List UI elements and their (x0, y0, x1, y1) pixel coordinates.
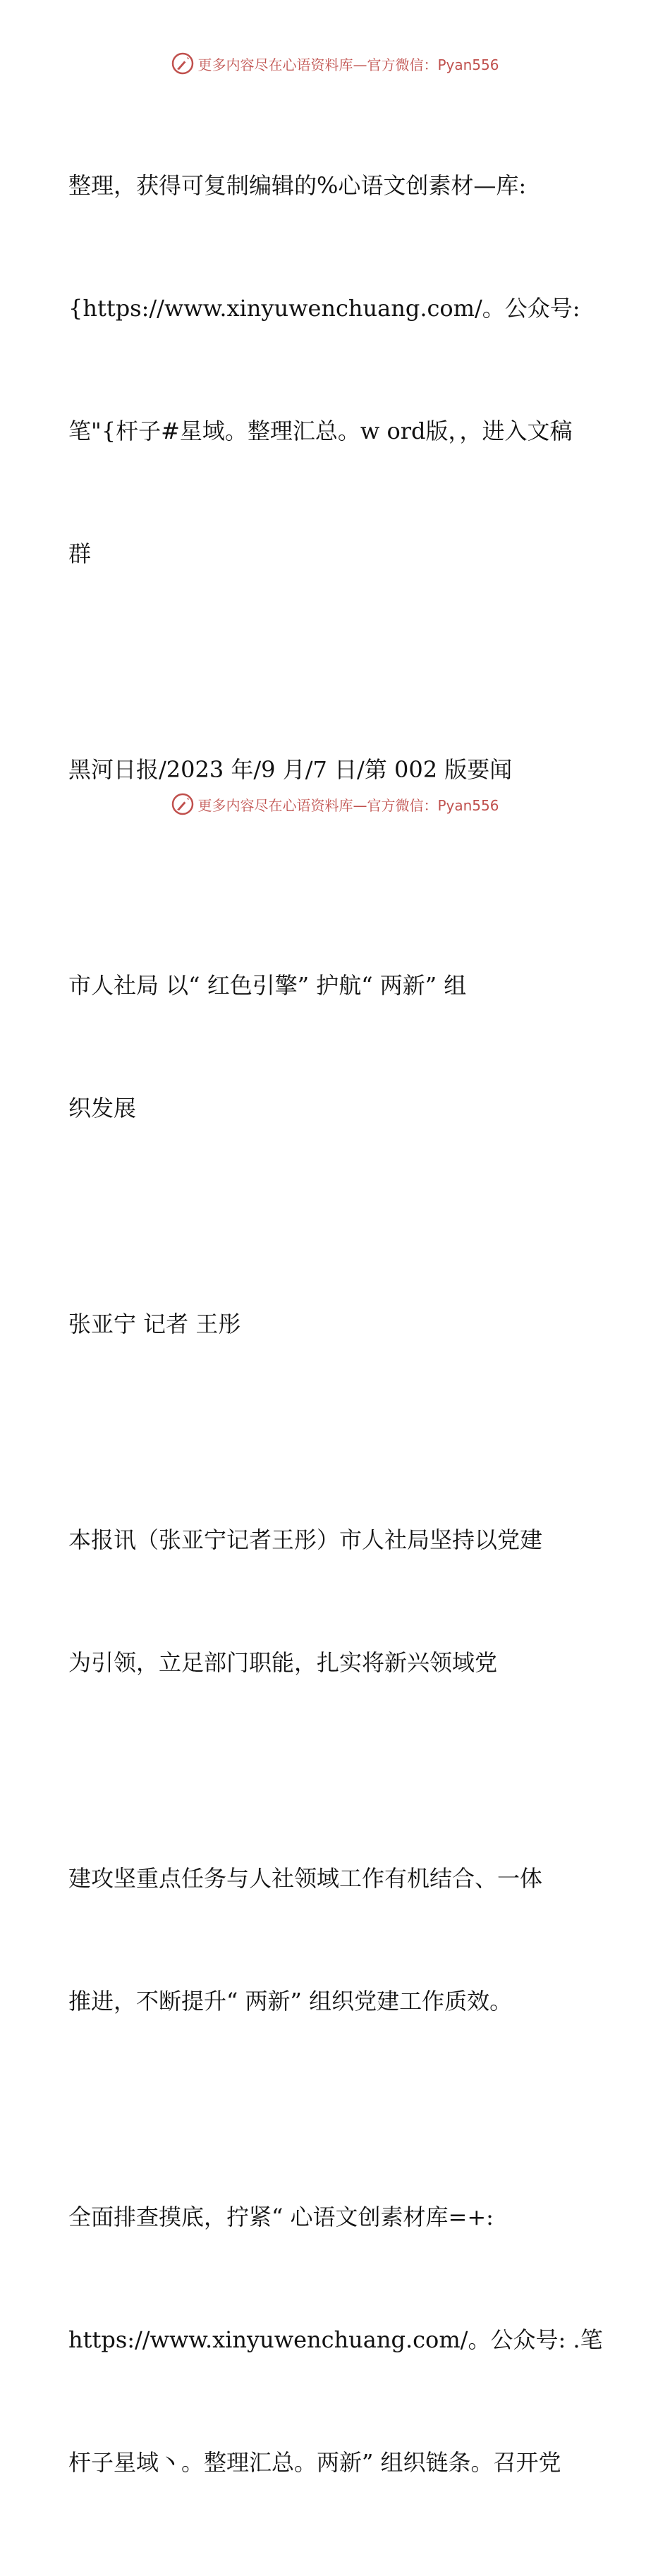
text-line: 推进，不断提升“ 两新” 组织党建工作质效。 (68, 1988, 513, 2015)
text-line: 为引领，立足部门职能，扎实将新兴领域党 (68, 1649, 498, 1676)
text-line: {https://www.xinyuwenchuang.com/。公众号: (68, 295, 580, 322)
watermark-text: 更多内容尽在心语资料库—官方微信：Pyan556 (197, 796, 499, 814)
text-line: 群 (68, 540, 92, 567)
text-line: 全面排查摸底，拧紧“ 心语文创素材库=+: (68, 2204, 494, 2230)
article-headline (68, 883, 611, 1210)
text-line: 市人社局 以“ 红色引擎” 护航“ 两新” 组 (68, 972, 467, 999)
body-paragraph (68, 2115, 611, 2565)
text-line: 笔"{杆子#星域。整理汇总。w ord版，，进入文稿 (68, 418, 573, 444)
text-line: 织发展 (68, 1095, 137, 1122)
text-line: 整理，获得可复制编辑的%心语文创素材—库: (68, 172, 527, 199)
quill-logo-icon (171, 792, 195, 816)
document-body (68, 83, 611, 2576)
source-line (68, 667, 611, 872)
text-line: 黑河日报/2023 年/9 月/7 日/第 002 版要闻 (68, 756, 513, 783)
body-paragraph (68, 1438, 611, 1765)
quill-logo-icon (171, 51, 195, 75)
text-line: 杆子星域丶。整理汇总。两新” 组织链条。召开党 (68, 2449, 561, 2476)
body-paragraph (68, 1776, 611, 2103)
text-line: 本报讯（张亚宁记者王彤）市人社局坚持以党建 (68, 1526, 543, 1553)
text-line: 建攻坚重点任务与人社领域工作有机结合、一体 (68, 1865, 543, 1892)
text-line: https://www.xinyuwenchuang.com/。公众号: .笔 (68, 2326, 603, 2353)
watermark-text: 更多内容尽在心语资料库—官方微信：Pyan556 (197, 56, 499, 73)
byline (68, 1222, 611, 1426)
header-watermark (0, 49, 670, 78)
text-line: 张亚宁 记者 王彤 (68, 1311, 241, 1337)
footer-watermark (0, 790, 670, 818)
intro-paragraph (68, 83, 611, 656)
